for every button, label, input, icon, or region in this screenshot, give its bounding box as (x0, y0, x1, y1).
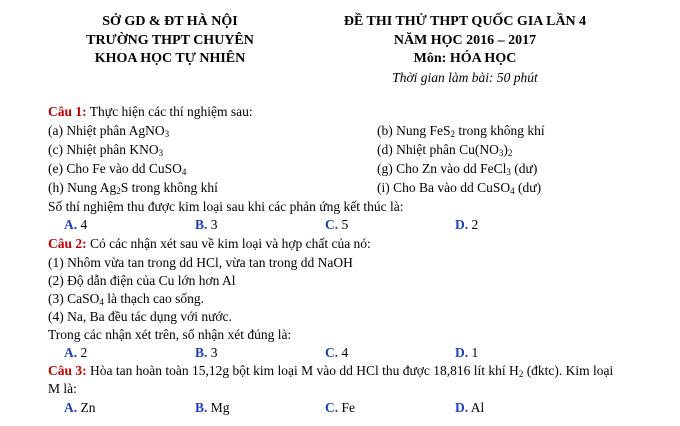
q1-option-a[interactable]: A. 4 (64, 217, 88, 232)
experiment-c: (c) Nhiệt phân $KNO_3$ (48, 142, 164, 158)
q3-option-d[interactable]: D. Al (455, 400, 485, 415)
question-2-prompt: Trong các nhận xét trên, số nhận xét đúng là: (48, 327, 292, 342)
experiment-h: (h) Nung $Ag_2S$ trong không khí (48, 180, 218, 196)
statement-3: (3) CaSO$_4$ là thạch cao sống. (48, 291, 204, 307)
question-3: Câu 3: Hòa tan hoàn toàn 15,12g bột kim loại M vào dd HCl thu được 18,816 lít khí $H_2$ (đktc). Kim loại (48, 363, 614, 379)
question-1-label: Câu 1: (48, 104, 87, 119)
q3-option-a[interactable]: A. Zn (64, 400, 96, 415)
question-2-text: Có các nhận xét sau về kim loại và hợp chất của nó: (90, 236, 371, 251)
school-name-line1: TRƯỜNG THPT CHUYÊN (86, 33, 254, 48)
school-year: NĂM HỌC 2016 – 2017 (393, 33, 537, 48)
experiment-a: (a) Nhiệt phân AgNO$_3$ (48, 123, 170, 139)
time-limit: Thời gian làm bài: 50 phút (392, 70, 538, 85)
q1-option-b[interactable]: B. 3 (195, 217, 218, 232)
q2-option-c[interactable]: C. 4 (325, 345, 349, 360)
q1-option-c[interactable]: C. 5 (325, 217, 349, 232)
experiment-e: (e) Cho Fe vào dd CuSO$_4$ (48, 161, 187, 177)
question-1 (48, 105, 253, 119)
statement-4: (4) Na, Ba đều tác dụng với nước. (48, 309, 232, 324)
question-1-text: Thực hiện các thí nghiệm sau: (89, 104, 253, 119)
exam-title: ĐỀ THI THỬ THPT QUỐC GIA LẦN 4 (343, 14, 587, 29)
q2-option-b[interactable]: B. 3 (195, 345, 218, 360)
statement-1: (1) Nhôm vừa tan trong dd HCl, vừa tan trong dd NaOH (48, 255, 353, 270)
q2-option-a[interactable]: A. 2 (64, 345, 88, 360)
question-3-line2: M là: (48, 381, 77, 396)
question-1-prompt: Số thí nghiệm thu được kim loại sau khi các phản ứng kết thúc là: (48, 199, 404, 214)
experiment-g: (g) Cho Zn vào dd FeCl$_3$ (dư) (377, 161, 538, 177)
statement-2: (2) Độ dẫn điện của Cu lớn hơn Al (48, 273, 236, 288)
subject: Môn: HÓA HỌC (413, 51, 517, 66)
q3-option-c[interactable]: C. Fe (325, 400, 355, 415)
experiment-i: (i) Cho Ba vào dd CuSO$_4$ (dư) (377, 180, 542, 196)
q1-option-d[interactable]: D. 2 (455, 217, 479, 232)
question-3-label: Câu 3: (48, 363, 87, 378)
experiment-b: (b) Nung FeS$_2$ trong không khí (377, 123, 545, 139)
q3-option-b[interactable]: B. Mg (195, 400, 230, 415)
experiment-d: (d) Nhiệt phân $Cu(NO_3)_2$ (377, 142, 513, 158)
school-name-line2: KHOA HỌC TỰ NHIÊN (94, 51, 246, 66)
q2-option-d[interactable]: D. 1 (455, 345, 479, 360)
question-2-label: Câu 2: (48, 236, 87, 251)
question-2 (48, 237, 371, 251)
school-dept: SỞ GD & ĐT HÀ NỘI (102, 14, 238, 29)
